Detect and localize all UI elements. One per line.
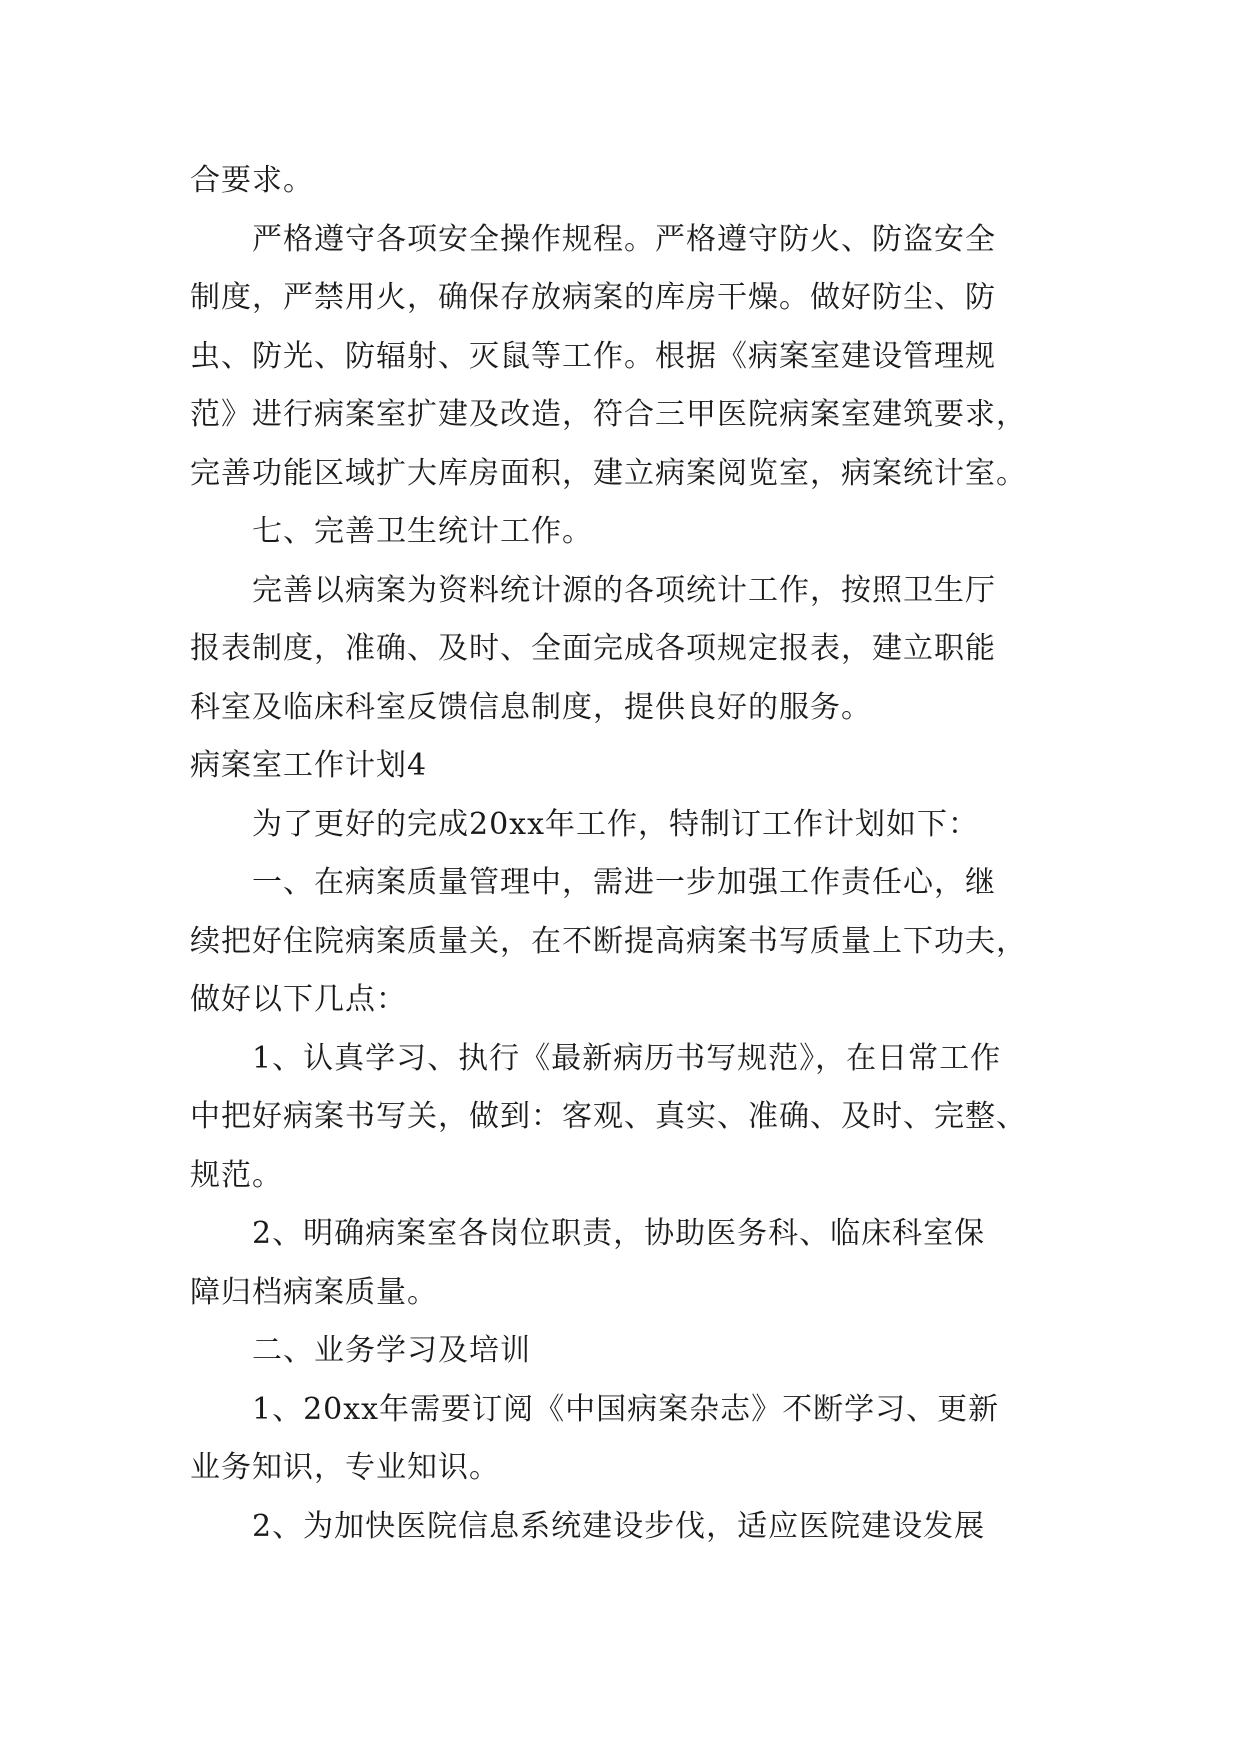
text-line: 完善以病案为资料统计源的各项统计工作，按照卫生厅 [252, 572, 996, 608]
text-line: 业务知识，专业知识。 [190, 1450, 500, 1485]
text-line: 中把好病案书写关，做到：客观、真实、准确、及时、完整、 [190, 1099, 1027, 1134]
text-line: 续把好住院病案质量关，在不断提高病案书写质量上下功夫， [190, 923, 1027, 959]
document-body [190, 152, 1050, 1556]
section-heading: 二、业务学习及培训 [252, 1333, 531, 1368]
text-line: 做好以下几点： [190, 982, 407, 1017]
text-line: 虫、防光、防辐射、灭鼠等工作。根据《病案室建设管理规 [190, 338, 996, 374]
document-title: 病案室工作计划4 [190, 748, 428, 783]
list-item: 2、为加快医院信息系统建设步伐，适应医院建设发展 [252, 1508, 986, 1544]
text-line: 严格遵守各项安全操作规程。严格遵守防火、防盗安全 [252, 221, 996, 257]
text-line: 完善功能区域扩大库房面积，建立病案阅览室，病案统计室。 [190, 455, 1027, 491]
text-line: 制度，严禁用火，确保存放病案的库房干燥。做好防尘、防 [190, 280, 996, 315]
section-heading: 七、完善卫生统计工作。 [252, 514, 593, 549]
list-item: 1、认真学习、执行《最新病历书写规范》，在日常工作 [252, 1040, 1002, 1076]
text-line: 障归档病案质量。 [190, 1274, 438, 1310]
text-line: 报表制度，准确、及时、全面完成各项规定报表，建立职能 [190, 631, 996, 666]
text-line: 科室及临床科室反馈信息制度，提供良好的服务。 [190, 689, 872, 725]
text-line: 规范。 [190, 1157, 283, 1193]
text-line: 合要求。 [190, 163, 314, 198]
list-item: 2、明确病案室各岗位职责，协助医务科、临床科室保 [252, 1216, 986, 1251]
text-line: 范》进行病案室扩建及改造，符合三甲医院病案室建筑要求， [190, 397, 1027, 432]
list-item: 1、20xx年需要订阅《中国病案杂志》不断学习、更新 [252, 1391, 1000, 1427]
text-line: 为了更好的完成20xx年工作，特制订工作计划如下： [252, 806, 980, 842]
section-heading: 一、在病案质量管理中，需进一步加强工作责任心，继 [252, 865, 996, 900]
